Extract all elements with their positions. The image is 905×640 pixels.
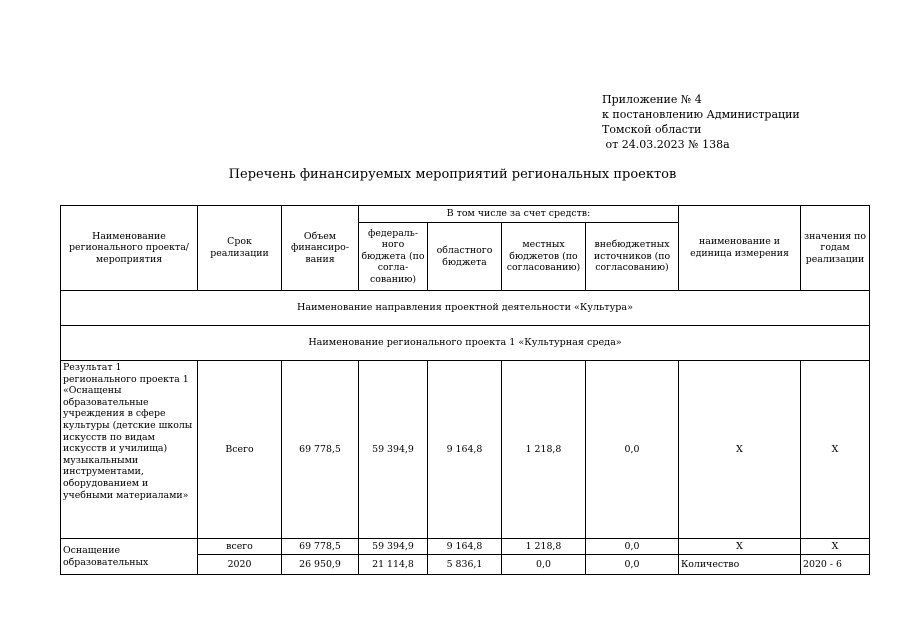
header-federal: федераль-ного бюджета (по согла-сованию) — [359, 223, 428, 291]
result-indicator: Х — [679, 361, 801, 539]
result-volume: 69 778,5 — [282, 361, 359, 539]
measure-row-total — [61, 539, 870, 555]
header-term: Срок реализации — [198, 206, 282, 291]
result-term: Всего — [198, 361, 282, 539]
header-name: Наименование регионального проекта/ мероприятия — [61, 206, 198, 291]
measure-extra: 0,0 — [586, 539, 679, 555]
measure-term: всего — [198, 539, 282, 555]
projects-table-wrapper — [60, 205, 869, 575]
header-indicator: наименование и единица измерения — [679, 206, 801, 291]
project-row — [61, 326, 870, 361]
measure-term: 2020 — [198, 555, 282, 575]
measure-regional: 5 836,1 — [428, 555, 502, 575]
result-local: 1 218,8 — [502, 361, 586, 539]
header-values: значения по годам реализации — [801, 206, 870, 291]
measure-volume: 69 778,5 — [282, 539, 359, 555]
header-local: местных бюджетов (по согласованию) — [502, 223, 586, 291]
measure-federal: 59 394,9 — [359, 539, 428, 555]
result-row — [61, 361, 870, 539]
result-regional: 9 164,8 — [428, 361, 502, 539]
measure-local: 0,0 — [502, 555, 586, 575]
header-including: В том числе за счет средств: — [359, 206, 679, 223]
appendix-block — [602, 92, 800, 152]
measure-name: Оснащение образовательных — [61, 539, 198, 575]
measure-federal: 21 114,8 — [359, 555, 428, 575]
direction-cell: Наименование направления проектной деятельности «Культура» — [61, 291, 870, 326]
measure-volume: 26 950,9 — [282, 555, 359, 575]
measure-values: Х — [801, 539, 870, 555]
appendix-line: от 24.03.2023 № 138а — [602, 138, 730, 151]
header-regional: областного бюджета — [428, 223, 502, 291]
measure-indicator: Х — [679, 539, 801, 555]
measure-regional: 9 164,8 — [428, 539, 502, 555]
project-cell: Наименование регионального проекта 1 «Культурная среда» — [61, 326, 870, 361]
document-title: Перечень финансируемых мероприятий региональных проектов — [228, 167, 677, 182]
result-federal: 59 394,9 — [359, 361, 428, 539]
appendix-line: Томской области — [602, 123, 702, 136]
measure-extra: 0,0 — [586, 555, 679, 575]
result-name: Результат 1 регионального проекта 1 «Оснащены образовательные учреждения в сфере культуры (детские школы искусств по видам искусств и училища) музыкальными инструментами, оборудованием и учебными материалами» — [61, 361, 198, 539]
header-extra: внебюджетных источников (по согласованию) — [586, 223, 679, 291]
direction-row — [61, 291, 870, 326]
measure-values: 2020 - 6 — [801, 555, 870, 575]
header-volume: Объем финансиро-вания — [282, 206, 359, 291]
appendix-line: к постановлению Администрации — [602, 108, 800, 121]
appendix-line: Приложение № 4 — [602, 93, 702, 106]
header-row-1 — [61, 206, 870, 223]
result-extra: 0,0 — [586, 361, 679, 539]
measure-indicator: Количество — [679, 555, 801, 575]
result-values: Х — [801, 361, 870, 539]
projects-table — [60, 205, 870, 575]
measure-local: 1 218,8 — [502, 539, 586, 555]
